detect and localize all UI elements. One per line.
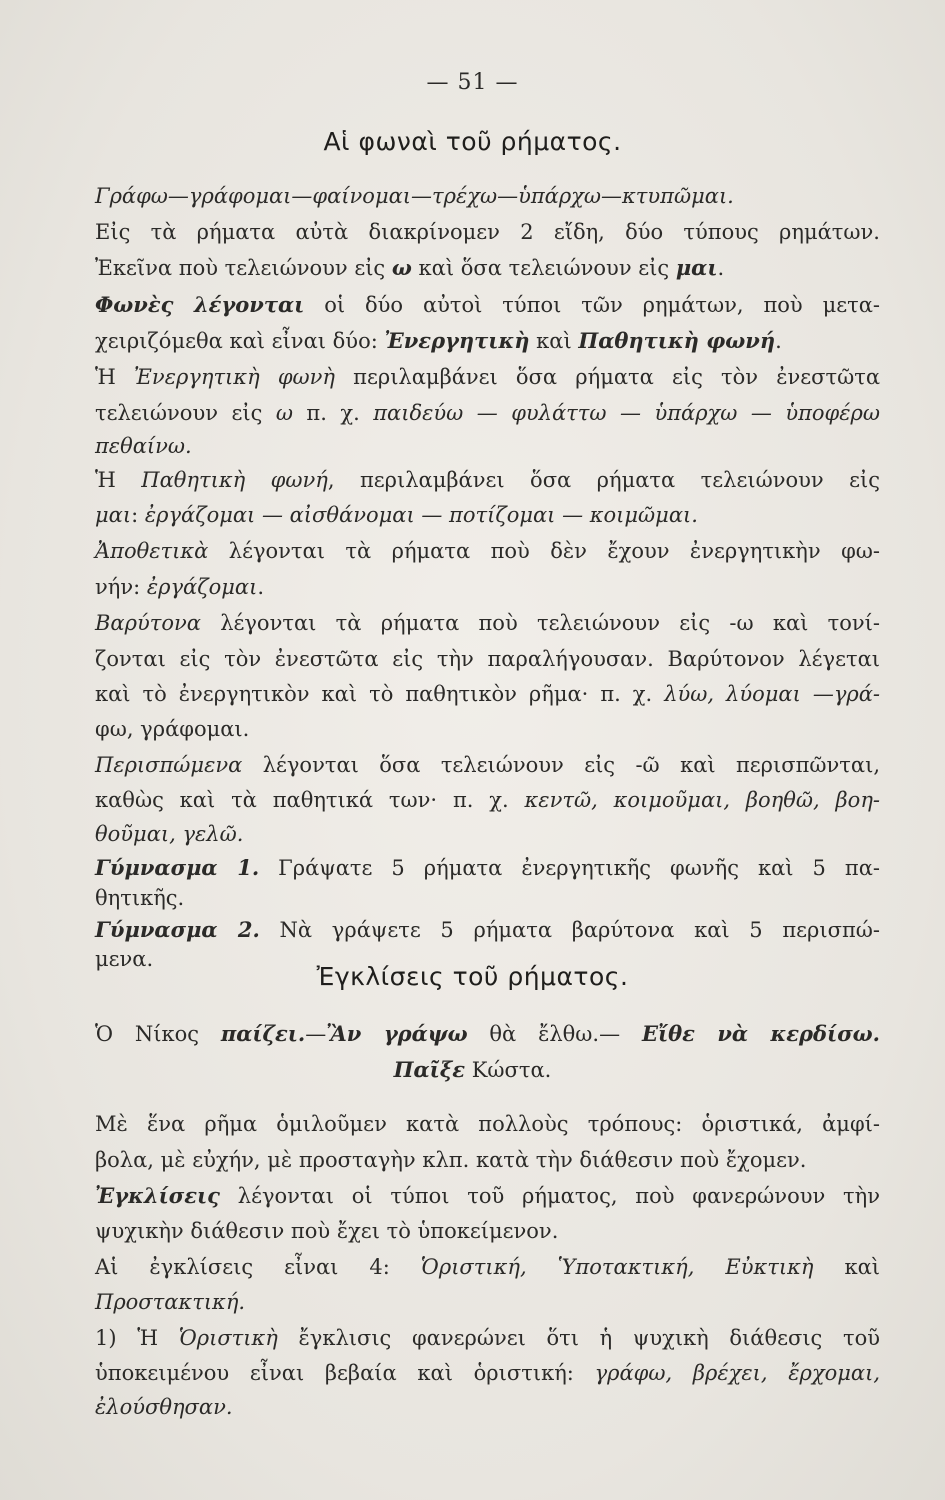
paragraph-line: τελειώνουν εἰς ω π. χ. παιδεύω — φυλάττω — ὑπάρχω — ὑποφέρω — [95, 401, 880, 425]
exercise-1-line: Γύμνασμα 1. Γράψατε 5 ρήματα ἐνεργητικῆς φωνῆς καὶ 5 πα- — [95, 855, 880, 880]
paragraph-line: πεθαίνω. — [95, 434, 192, 458]
paragraph-line: Περισπώμενα λέγονται ὅσα τελειώνουν εἰς -ῶ καὶ περισπῶνται, — [95, 753, 880, 777]
exercise-1-line: θητικῆς. — [95, 886, 185, 910]
paragraph-line: βολα, μὲ εὐχήν, μὲ προσταγὴν κλπ. κατὰ τὴν διάθεσιν ποὺ ἔχομεν. — [95, 1148, 807, 1172]
paragraph-line: ψυχικὴν διάθεσιν ποὺ ἔχει τὸ ὑποκείμενον. — [95, 1219, 559, 1243]
paragraph-line: φω, γράφομαι. — [95, 717, 250, 741]
paragraph-line: Προστακτική. — [95, 1290, 246, 1314]
page-number: — 51 — — [426, 70, 519, 95]
paragraph-line: μαι: ἐργάζομαι — αἰσθάνομαι — ποτίζομαι — κοιμῶμαι. — [95, 503, 698, 527]
paragraph-line: ἐλούσθησαν. — [95, 1395, 233, 1419]
paragraph-line: θοῦμαι, γελῶ. — [95, 822, 244, 846]
paragraph-line: ὑποκειμένου εἶναι βεβαία καὶ ὁριστική: γράφω, βρέχει, ἔρχομαι, — [95, 1361, 881, 1385]
exercise-2-line: μενα. — [95, 947, 154, 971]
mood-examples-line: Παῖξε Κώστα. — [393, 1057, 552, 1082]
paragraph-line: 1) Ἡ Ὁριστικὴ ἔγκλισις φανερώνει ὅτι ἡ ψυχικὴ διάθεσις τοῦ — [95, 1326, 880, 1350]
paragraph-line: Ἡ Ἐνεργητικὴ φωνὴ περιλαμβάνει ὅσα ρήματα εἰς τὸν ἐνεστῶτα — [95, 365, 881, 389]
paragraph-line: Ἐκεῖνα ποὺ τελειώνουν εἰς ω καὶ ὅσα τελειώνουν εἰς μαι. — [95, 255, 725, 280]
paragraph-line: Ἐγκλίσεις λέγονται οἱ τύποι τοῦ ρήματος, ποὺ φανερώνουν τὴν — [95, 1183, 880, 1208]
paragraph-line: Αἱ ἐγκλίσεις εἶναι 4: Ὁριστική, Ὑποτακτική, Εὐκτικὴ καὶ — [95, 1255, 880, 1279]
exercise-2-line: Γύμνασμα 2. Νὰ γράψετε 5 ρήματα βαρύτονα καὶ 5 περισπώ- — [95, 917, 880, 942]
paragraph-line: καθὼς καὶ τὰ παθητικά των· π. χ. κεντῶ, κοιμοῦμαι, βοηθῶ, βοη- — [95, 788, 881, 812]
paragraph-line: νήν: ἐργάζομαι. — [95, 575, 264, 599]
paragraph-line: καὶ τὸ ἐνεργητικὸν καὶ τὸ παθητικὸν ρῆμα· π. χ. λύω, λύομαι —γρά- — [95, 682, 880, 706]
paragraph-line: Εἰς τὰ ρήματα αὐτὰ διακρίνομεν 2 εἴδη, δύο τύπους ρημάτων. — [95, 220, 880, 244]
paragraph-line: Φωνὲς λέγονται οἱ δύο αὐτοὶ τύποι τῶν ρημάτων, ποὺ μετα- — [95, 292, 880, 317]
paragraph-line: Μὲ ἕνα ρῆμα ὁμιλοῦμεν κατὰ πολλοὺς τρόπους: ὁριστικά, ἀμφί- — [95, 1112, 880, 1136]
section-title-moods: Ἐγκλίσεις τοῦ ρήματος. — [316, 962, 629, 991]
paragraph-line: χειριζόμεθα καὶ εἶναι δύο: Ἐνεργητικὴ καὶ Παθητικὴ φωνή. — [95, 328, 782, 353]
examples-line: Γράφω—γράφομαι—φαίνομαι—τρέχω—ὑπάρχω—κτυπῶμαι. — [95, 184, 734, 208]
paragraph-line: Ἡ Παθητικὴ φωνή, περιλαμβάνει ὅσα ρήματα τελειώνουν εἰς — [95, 468, 880, 492]
mood-examples-line: Ὁ Νίκος παίζει.—Ἂν γράψω θὰ ἔλθω.— Εἴθε νὰ κερδίσω. — [95, 1021, 880, 1046]
paragraph-line: Βαρύτονα λέγονται τὰ ρήματα ποὺ τελειώνουν εἰς -ω καὶ τονί- — [95, 611, 880, 635]
paragraph-line: Ἀποθετικὰ λέγονται τὰ ρήματα ποὺ δὲν ἔχουν ἐνεργητικὴν φω- — [95, 539, 880, 563]
paragraph-line: ζονται εἰς τὸν ἐνεστῶτα εἰς τὴν παραλήγουσαν. Βαρύτονον λέγεται — [95, 647, 880, 671]
section-title-voices: Αἱ φωναὶ τοῦ ρήματος. — [323, 127, 622, 156]
